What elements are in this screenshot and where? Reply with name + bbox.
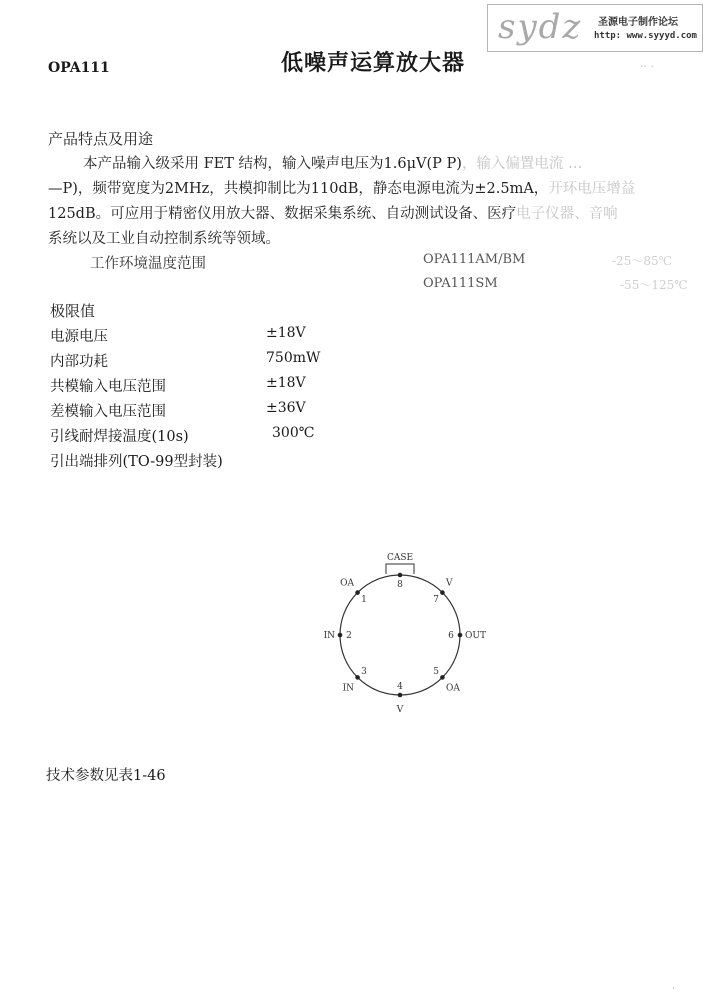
limit-value: ±18V bbox=[266, 375, 306, 391]
pin-dot-7 bbox=[440, 590, 445, 595]
features-line-4: 系统以及工业自动控制系统等领域。 bbox=[48, 231, 280, 247]
env-temp-label: 工作环境温度范围 bbox=[90, 256, 206, 272]
env-value-2: -55～125℃ bbox=[620, 278, 688, 292]
pin-name-6: OUT bbox=[465, 631, 486, 641]
pin-number-1: 1 bbox=[361, 594, 367, 605]
pin-name-4: V bbox=[396, 705, 404, 715]
pin-name-5: OA bbox=[445, 683, 460, 694]
limit-value: 750mW bbox=[266, 350, 321, 366]
limit-label: 差模输入电压范围 bbox=[50, 404, 166, 420]
pin-name-3: IN bbox=[342, 683, 355, 694]
pin-name-7: V bbox=[445, 578, 453, 589]
watermark-name: 圣源电子制作论坛 bbox=[598, 17, 678, 28]
limit-label: 共模输入电压范围 bbox=[50, 379, 166, 395]
pin-number-8: 8 bbox=[397, 580, 403, 590]
pin-diagram bbox=[300, 540, 500, 720]
pin-number-3: 3 bbox=[361, 667, 367, 678]
case-label: CASE bbox=[386, 553, 414, 563]
features-line-2-faded: 开环电压增益 bbox=[548, 181, 636, 197]
limit-label: 内部功耗 bbox=[50, 354, 108, 370]
pin-number-2: 2 bbox=[346, 631, 352, 641]
header-smudge: ·· · bbox=[640, 60, 654, 73]
limit-value: ±36V bbox=[266, 400, 306, 416]
limit-label: 电源电压 bbox=[50, 329, 108, 345]
pinout-heading: 引出端排列(TO-99型封装) bbox=[50, 454, 223, 470]
pins bbox=[324, 573, 486, 715]
features-line-3-text: 125dB。可应用于精密仪用放大器、数据采集系统、自动测试设备、医疗 bbox=[48, 206, 517, 222]
features-line-2-text: —P)，频带宽度为2MHz，共模抑制比为110dB，静态电源电流为±2.5mA， bbox=[48, 181, 549, 197]
features-heading: 产品特点及用途 bbox=[48, 130, 154, 148]
features-line-3-faded: 电子仪器、音响 bbox=[516, 206, 618, 222]
part-number: OPA111 bbox=[48, 60, 110, 76]
features-line-1-faded: ，输入偏置电流 … bbox=[461, 156, 583, 172]
env-model-1: OPA111AM/BM bbox=[423, 252, 526, 267]
limit-value: 300℃ bbox=[272, 425, 315, 441]
pin-dot-4 bbox=[398, 693, 403, 698]
features-line-1-text: 本产品输入级采用 FET 结构，输入噪声电压为1.6μV(P P) bbox=[83, 156, 462, 172]
limit-value: ±18V bbox=[266, 325, 306, 341]
pin-number-6: 6 bbox=[448, 631, 454, 641]
env-model-2: OPA111SM bbox=[423, 276, 498, 291]
pin-dot-8 bbox=[398, 573, 403, 578]
pin-name-1: OA bbox=[340, 578, 355, 589]
watermark bbox=[487, 4, 703, 52]
pin-name-2: IN bbox=[323, 631, 335, 641]
pin-dot-2 bbox=[338, 633, 343, 638]
pin-number-4: 4 bbox=[397, 682, 403, 692]
reference-note: 技术参数见表1-46 bbox=[46, 768, 166, 784]
page-title: 低噪声运算放大器 bbox=[281, 50, 466, 76]
features-line-1 bbox=[83, 152, 583, 173]
watermark-logo: sydz bbox=[498, 7, 583, 47]
pin-dot-3 bbox=[355, 675, 360, 680]
limit-label: 引线耐焊接温度(10s) bbox=[50, 429, 189, 445]
features-line-3 bbox=[48, 202, 618, 223]
corner-mark: · bbox=[672, 984, 675, 994]
pin-dot-1 bbox=[355, 590, 360, 595]
pin-dot-6 bbox=[458, 633, 463, 638]
features-line-2 bbox=[48, 177, 635, 198]
env-value-1: -25～85℃ bbox=[612, 254, 673, 268]
limits-heading: 极限值 bbox=[50, 302, 96, 320]
pin-number-7: 7 bbox=[433, 594, 439, 605]
pin-dot-5 bbox=[440, 675, 445, 680]
case-tab bbox=[386, 564, 414, 574]
pin-number-5: 5 bbox=[433, 667, 439, 678]
watermark-url: http: www.syyyd.com bbox=[594, 31, 697, 41]
